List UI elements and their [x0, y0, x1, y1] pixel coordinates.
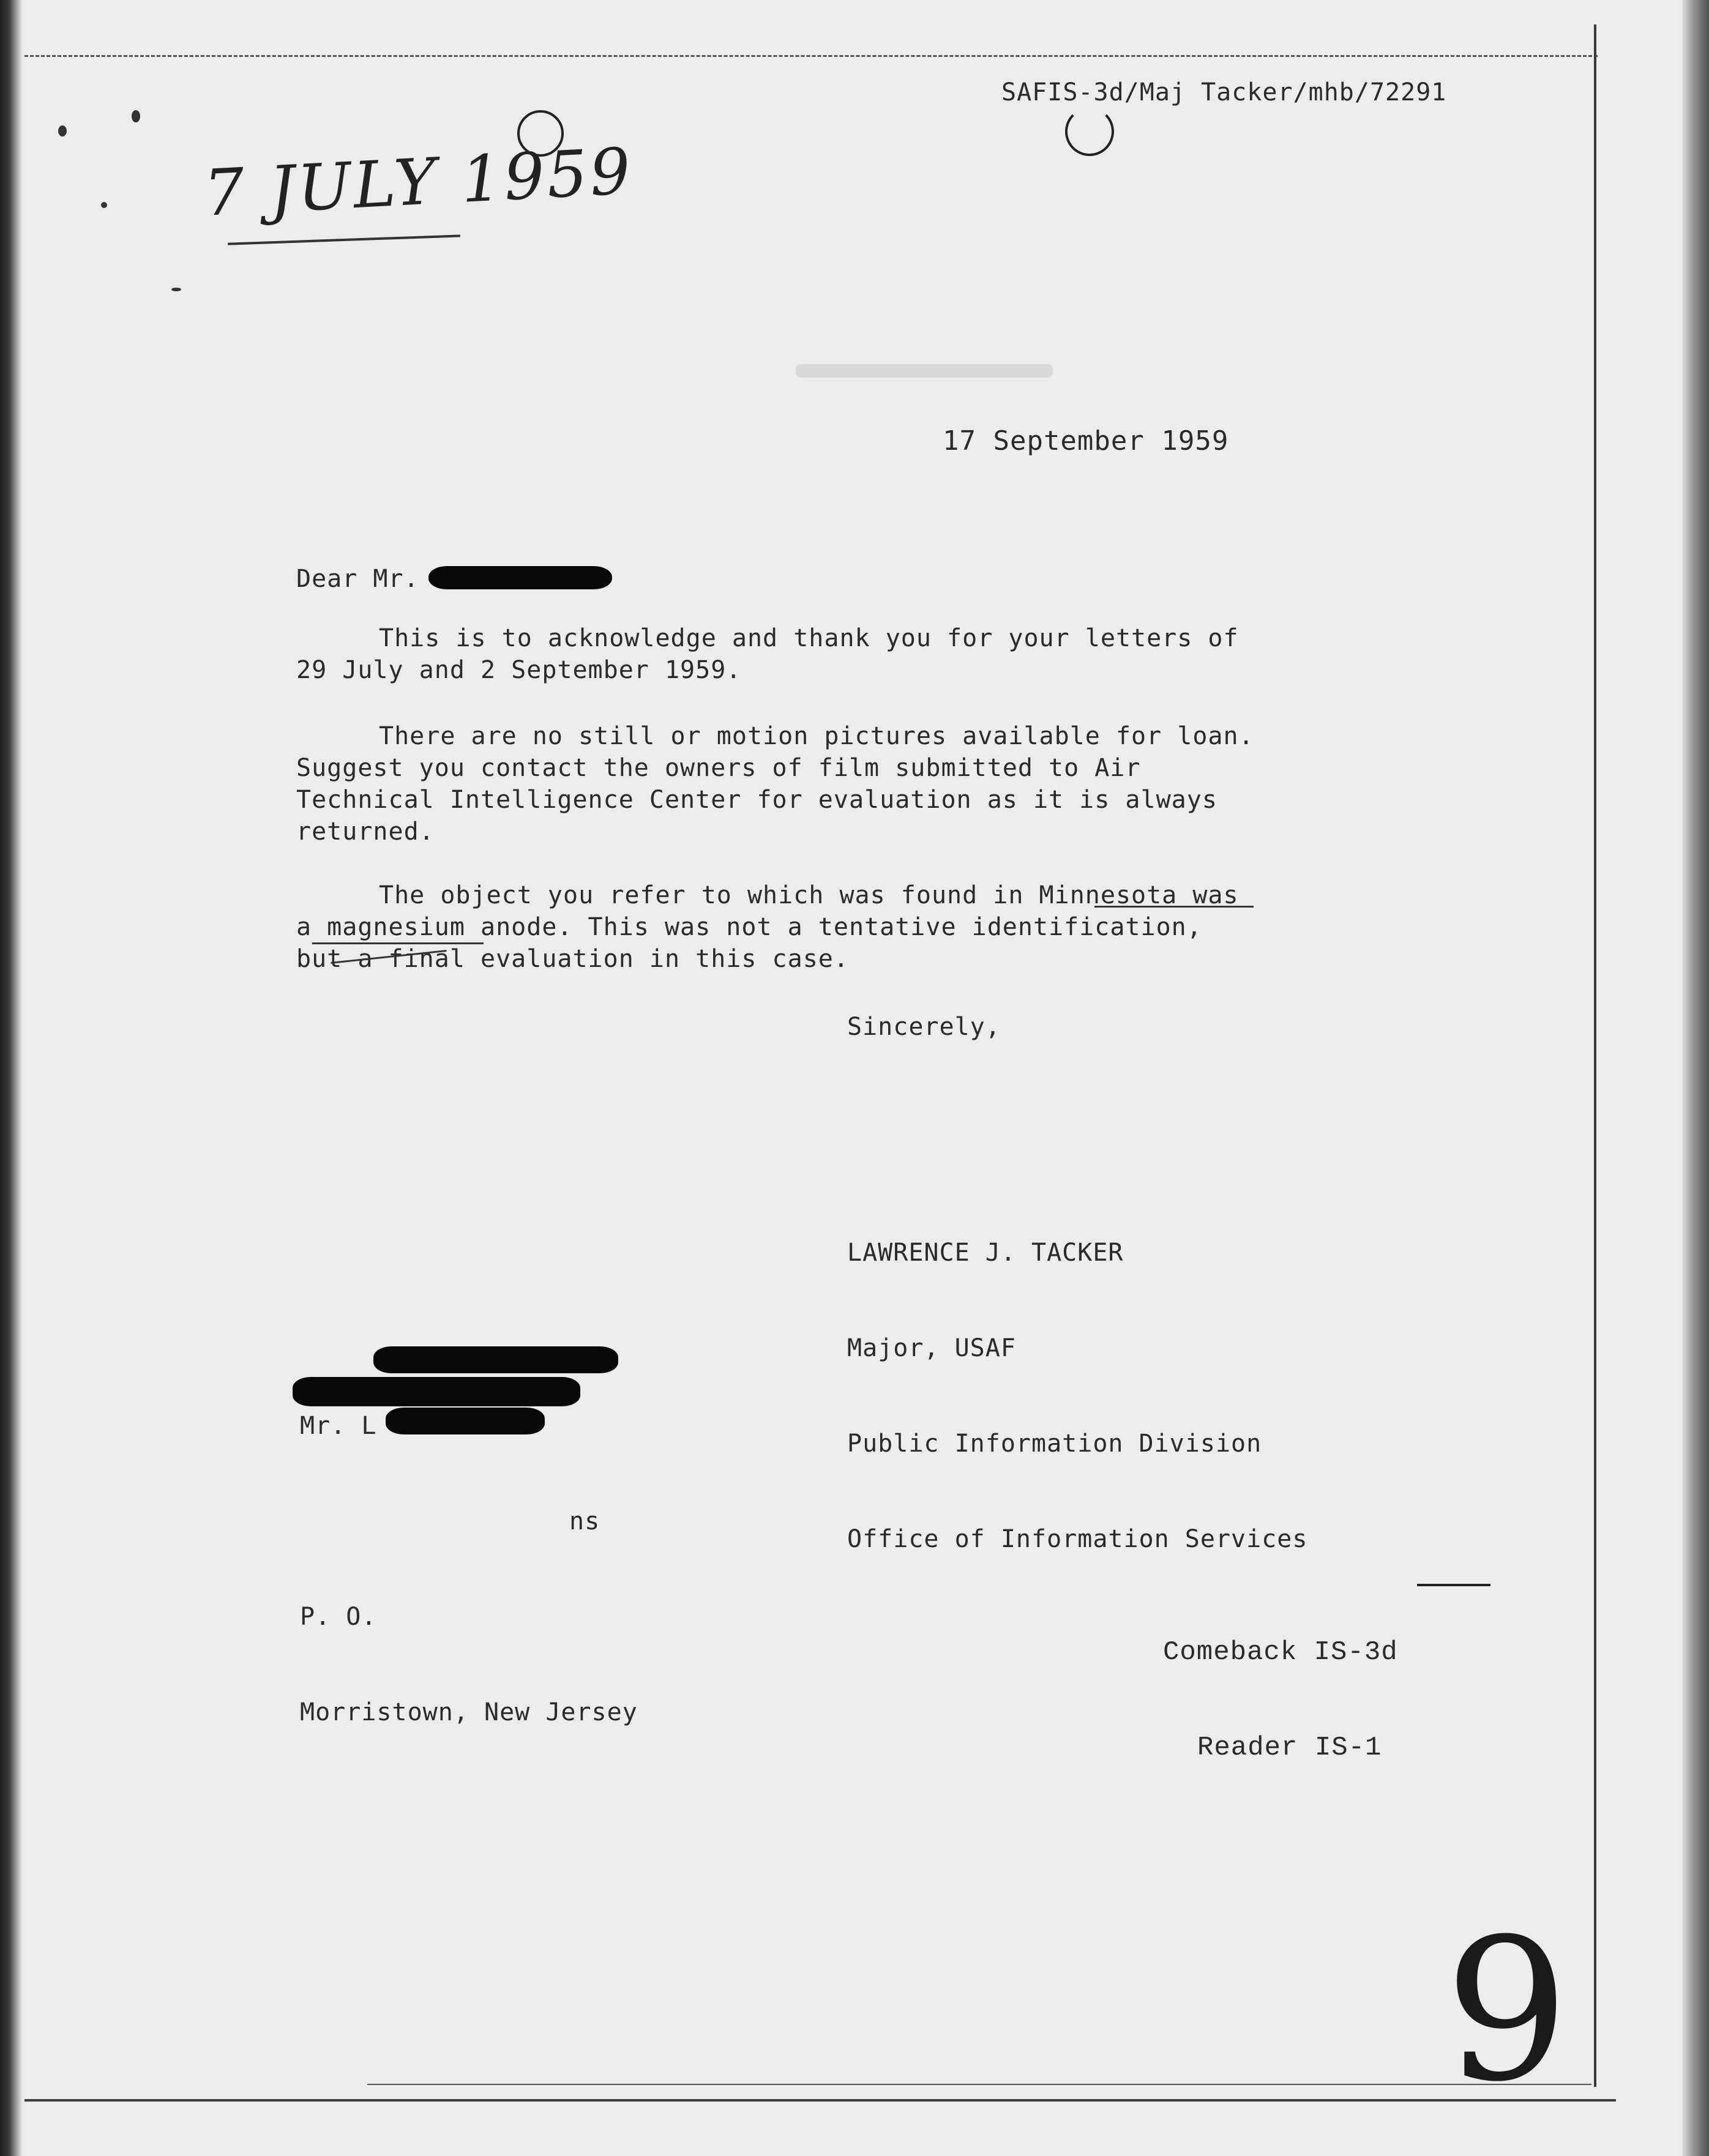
redaction-bar — [428, 566, 612, 589]
punch-hole-circle — [1065, 107, 1114, 156]
scan-speck — [58, 125, 67, 136]
address-line: Mr. L — [300, 1412, 377, 1440]
scan-speck — [132, 110, 140, 122]
paragraph-line: 29 July and 2 September 1959. — [296, 656, 742, 684]
address-line: P. O. — [300, 1603, 377, 1631]
closing: Sincerely, — [847, 1013, 1001, 1041]
paragraph-line: but a final evaluation in this case. — [296, 945, 849, 973]
handwritten-underline — [312, 942, 484, 944]
paragraph-line: This is to acknowledge and thank you for your letters of — [379, 624, 1239, 652]
scan-edge-left — [0, 0, 22, 2156]
paragraph-line: a magnesium anode. This was not a tentative identification, — [296, 913, 1202, 941]
page-border-right — [1594, 24, 1596, 2087]
page-border-bottom-inner — [367, 2084, 1591, 2085]
letter-date: 17 September 1959 — [943, 425, 1229, 457]
address-line: ns — [569, 1507, 600, 1535]
signer-name: LAWRENCE J. TACKER — [847, 1239, 1124, 1267]
paragraph-line: Suggest you contact the owners of film submitted to Air — [296, 754, 1141, 782]
reference-code: SAFIS-3d/Maj Tacker/mhb/72291 — [1001, 78, 1447, 106]
routing-block — [1163, 1573, 1398, 1827]
paragraph-line: There are no still or motion pictures available for loan. — [379, 722, 1254, 750]
signer-office: Office of Information Services — [847, 1525, 1308, 1553]
scan-speck — [101, 202, 107, 208]
page-border-top — [24, 55, 1598, 57]
salutation: Dear Mr. — [296, 565, 419, 593]
redaction-bar — [373, 1346, 618, 1373]
paragraph-acknowledgement — [296, 622, 1349, 686]
signature-block — [847, 1173, 1307, 1619]
redaction-bar — [293, 1377, 580, 1406]
handwritten-date: 7 JULY 1959 — [202, 133, 635, 231]
address-line: Morristown, New Jersey — [300, 1698, 638, 1726]
signer-rank: Major, USAF — [847, 1334, 1016, 1362]
handwritten-underline — [1094, 906, 1254, 908]
handwritten-page-number: 9 — [1445, 1897, 1569, 2125]
handwritten-dash — [1417, 1584, 1490, 1586]
redaction-bar — [386, 1408, 545, 1434]
paragraph-pictures — [296, 720, 1349, 848]
routing-comeback: Comeback IS-3d — [1163, 1637, 1398, 1668]
scan-smudge — [796, 364, 1053, 378]
scan-edge-right — [1682, 0, 1709, 2156]
scan-speck — [171, 288, 181, 291]
paragraph-object — [296, 879, 1349, 975]
paragraph-line: The object you refer to which was found in Minnesota was — [379, 881, 1239, 909]
handwritten-underline — [228, 234, 460, 245]
routing-reader: Reader IS-1 — [1197, 1733, 1382, 1763]
page-border-bottom — [24, 2099, 1616, 2102]
paragraph-line: returned. — [296, 818, 435, 846]
signer-division: Public Information Division — [847, 1430, 1262, 1458]
paragraph-line: Technical Intelligence Center for evaluation as it is always — [296, 786, 1217, 814]
